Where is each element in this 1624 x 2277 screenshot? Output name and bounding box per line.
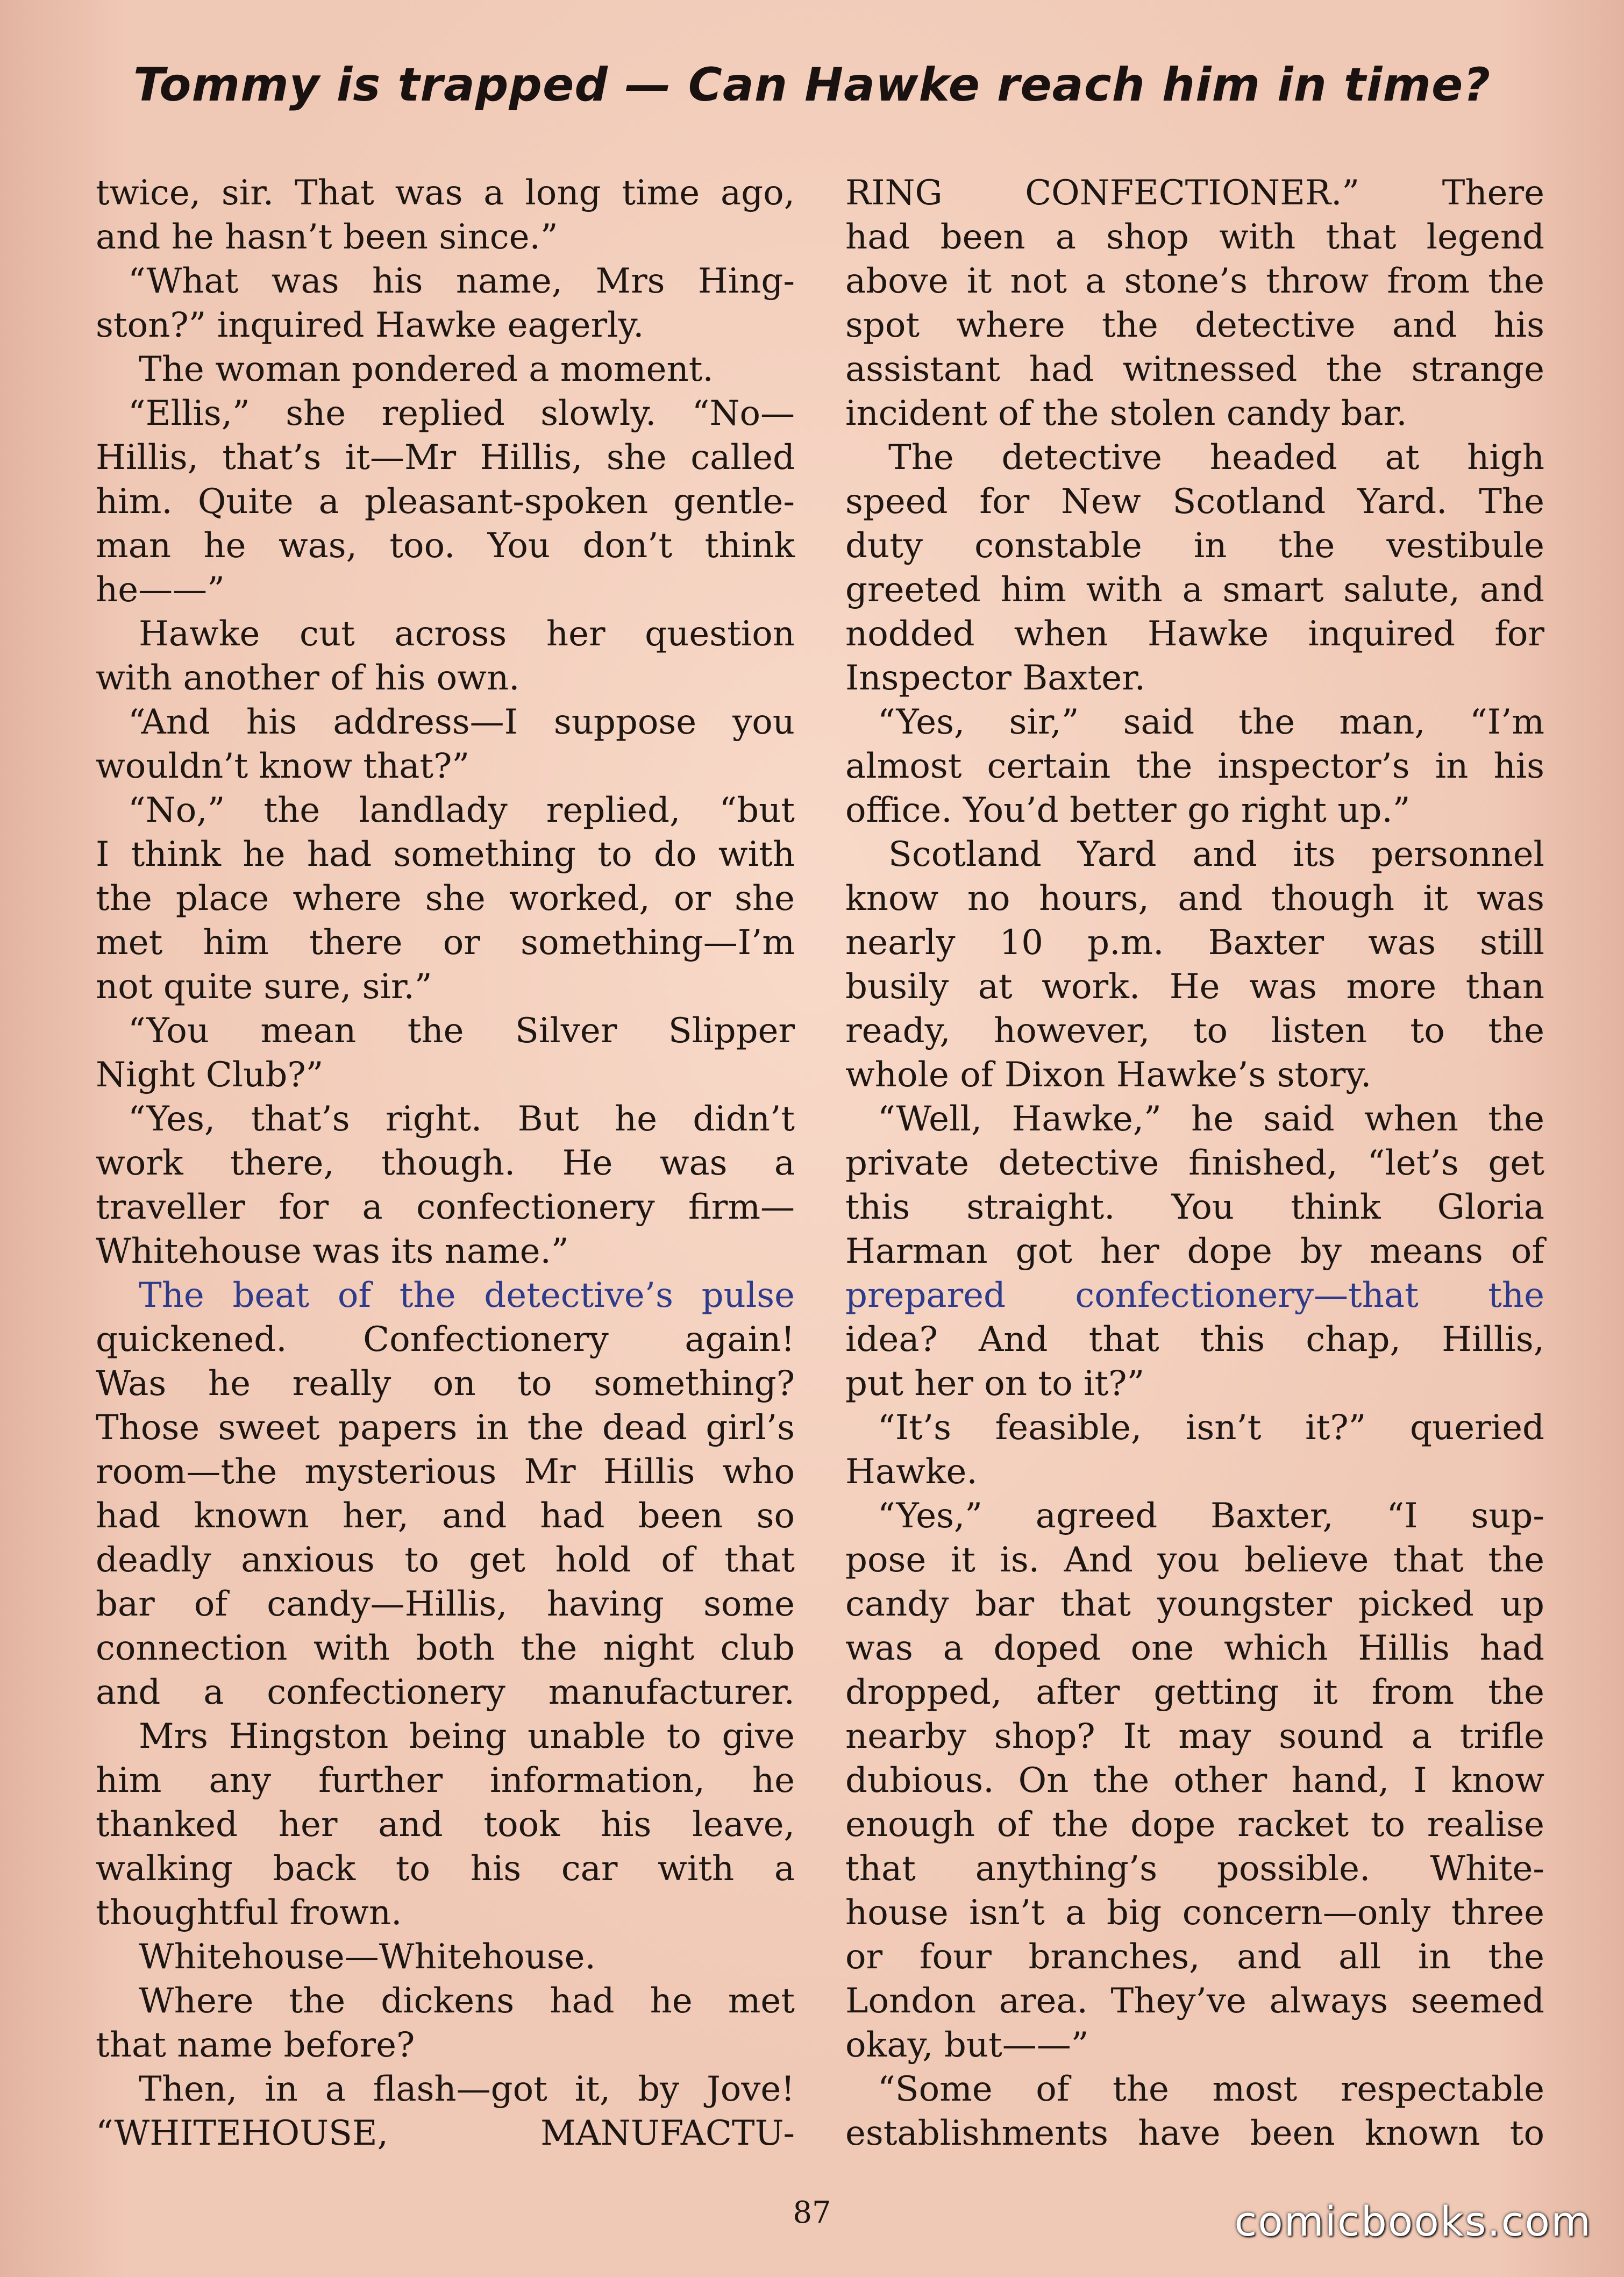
text-line: enough of the dope racket to realise bbox=[845, 1805, 1544, 1845]
text-line: spot where the detective and his bbox=[845, 305, 1544, 345]
text-line: The beat of the detective’s pulse bbox=[139, 1276, 795, 1315]
text-line: nodded when Hawke inquired for bbox=[845, 614, 1544, 654]
text-line: connection with both the night club bbox=[96, 1628, 795, 1668]
text-line: okay, but——” bbox=[845, 2025, 1089, 2065]
text-line: Harman got her dope by means of bbox=[845, 1232, 1544, 1271]
text-line: “It’s feasible, isn’t it?” queried bbox=[878, 1408, 1544, 1448]
text-line: “Some of the most respectable bbox=[878, 2069, 1544, 2109]
text-line: whole of Dixon Hawke’s story. bbox=[845, 1055, 1372, 1095]
text-line: Night Club?” bbox=[96, 1055, 324, 1095]
text-line: Whitehouse was its name.” bbox=[96, 1232, 569, 1271]
text-line: ston?” inquired Hawke eagerly. bbox=[96, 305, 644, 345]
text-line: and a confectionery manufacturer. bbox=[96, 1673, 795, 1712]
text-line: Scotland Yard and its personnel bbox=[888, 835, 1544, 874]
text-line: office. You’d better go right up.” bbox=[845, 791, 1411, 830]
text-line: thanked her and took his leave, bbox=[96, 1805, 795, 1845]
text-line: “Yes,” agreed Baxter, “I sup- bbox=[878, 1496, 1544, 1536]
text-line: Mrs Hingston being unable to give bbox=[139, 1717, 795, 1756]
text-line: Hawke. bbox=[845, 1452, 978, 1492]
text-line: pose it is. And you believe that the bbox=[845, 1540, 1544, 1580]
text-line: “No,” the landlady replied, “but bbox=[128, 791, 795, 830]
text-line: speed for New Scotland Yard. The bbox=[845, 482, 1544, 522]
text-line: know no hours, and though it was bbox=[845, 879, 1544, 919]
text-line: Hillis, that’s it—Mr Hillis, she called bbox=[96, 438, 795, 478]
text-line: that name before? bbox=[96, 2025, 415, 2065]
text-line: was a doped one which Hillis had bbox=[845, 1628, 1544, 1668]
left-column bbox=[96, 171, 795, 2155]
text-line: deadly anxious to get hold of that bbox=[96, 1540, 795, 1580]
text-line: Was he really on to something? bbox=[96, 1364, 795, 1404]
text-line: Hawke cut across her question bbox=[139, 614, 795, 654]
text-line: “And his address—I suppose you bbox=[128, 702, 795, 742]
text-line: “WHITEHOUSE, MANUFACTU- bbox=[96, 2114, 795, 2153]
text-line: I think he had something to do with bbox=[96, 835, 795, 874]
text-line: met him there or something—I’m bbox=[96, 923, 795, 963]
text-line: thoughtful frown. bbox=[96, 1893, 402, 1933]
text-line: with another of his own. bbox=[96, 658, 520, 698]
text-line: the place where she worked, or she bbox=[96, 879, 795, 919]
text-line: private detective finished, “let’s get bbox=[845, 1143, 1544, 1183]
text-line: him. Quite a pleasant-spoken gentle- bbox=[96, 482, 795, 522]
text-line: “You mean the Silver Slipper bbox=[128, 1011, 795, 1051]
text-line: busily at work. He was more than bbox=[845, 967, 1544, 1007]
text-line: candy bar that youngster picked up bbox=[845, 1584, 1544, 1624]
text-line: idea? And that this chap, Hillis, bbox=[845, 1320, 1544, 1360]
text-line: room—the mysterious Mr Hillis who bbox=[96, 1452, 795, 1492]
text-line: “Yes, that’s right. But he didn’t bbox=[128, 1099, 795, 1139]
text-line: nearby shop? It may sound a trifle bbox=[845, 1717, 1544, 1756]
text-line: twice, sir. That was a long time ago, bbox=[96, 173, 795, 213]
text-line: walking back to his car with a bbox=[96, 1849, 795, 1889]
text-line: “What was his name, Mrs Hing- bbox=[128, 261, 795, 301]
text-line: The detective headed at high bbox=[888, 438, 1544, 478]
text-line: Then, in a flash—got it, by Jove! bbox=[139, 2069, 795, 2109]
text-line: prepared confectionery—that the bbox=[845, 1276, 1544, 1315]
text-line: quickened. Confectionery again! bbox=[96, 1320, 795, 1360]
text-line: Those sweet papers in the dead girl’s bbox=[96, 1408, 795, 1448]
text-line: put her on to it?” bbox=[845, 1364, 1145, 1404]
text-line: Whitehouse—Whitehouse. bbox=[139, 1937, 596, 1977]
text-line: above it not a stone’s throw from the bbox=[845, 261, 1544, 301]
text-line: assistant had witnessed the strange bbox=[845, 350, 1544, 389]
text-line: “Ellis,” she replied slowly. “No— bbox=[128, 394, 795, 433]
text-line: Inspector Baxter. bbox=[845, 658, 1145, 698]
text-line: London area. They’ve always seemed bbox=[845, 1981, 1544, 2021]
page-title: Tommy is trapped — Can Hawke reach him in time? bbox=[133, 58, 1491, 112]
right-column bbox=[845, 171, 1544, 2155]
text-line: work there, though. He was a bbox=[96, 1143, 795, 1183]
text-line: nearly 10 p.m. Baxter was still bbox=[845, 923, 1544, 963]
text-line: Where the dickens had he met bbox=[139, 1981, 795, 2021]
text-line: wouldn’t know that?” bbox=[96, 746, 470, 786]
text-line: had been a shop with that legend bbox=[845, 217, 1544, 257]
text-line: or four branches, and all in the bbox=[845, 1937, 1544, 1977]
text-line: “Yes, sir,” said the man, “I’m bbox=[878, 702, 1544, 742]
text-line: him any further information, he bbox=[96, 1761, 795, 1801]
text-line: greeted him with a smart salute, and bbox=[845, 570, 1544, 610]
text-line: this straight. You think Gloria bbox=[845, 1187, 1544, 1227]
text-line: incident of the stolen candy bar. bbox=[845, 394, 1407, 433]
text-line: “Well, Hawke,” he said when the bbox=[878, 1099, 1544, 1139]
text-line: had known her, and had been so bbox=[96, 1496, 795, 1536]
text-line: he——” bbox=[96, 570, 225, 610]
text-line: bar of candy—Hillis, having some bbox=[96, 1584, 795, 1624]
text-line: traveller for a confectionery firm— bbox=[96, 1187, 795, 1227]
text-line: house isn’t a big concern—only three bbox=[845, 1893, 1544, 1933]
text-line: not quite sure, sir.” bbox=[96, 967, 432, 1007]
page-number: 87 bbox=[793, 2195, 831, 2230]
text-line: RING CONFECTIONER.” There bbox=[845, 173, 1544, 213]
text-line: establishments have been known to bbox=[845, 2114, 1544, 2153]
text-line: and he hasn’t been since.” bbox=[96, 217, 558, 257]
text-line: dropped, after getting it from the bbox=[845, 1673, 1544, 1712]
text-line: that anything’s possible. White- bbox=[845, 1849, 1544, 1889]
text-line: almost certain the inspector’s in his bbox=[845, 746, 1544, 786]
text-line: The woman pondered a moment. bbox=[139, 350, 714, 389]
text-line: dubious. On the other hand, I know bbox=[845, 1761, 1544, 1801]
text-line: duty constable in the vestibule bbox=[845, 526, 1544, 566]
text-line: ready, however, to listen to the bbox=[845, 1011, 1544, 1051]
watermark: comicbooks.com bbox=[1234, 2197, 1592, 2245]
text-line: man he was, too. You don’t think bbox=[96, 526, 795, 566]
